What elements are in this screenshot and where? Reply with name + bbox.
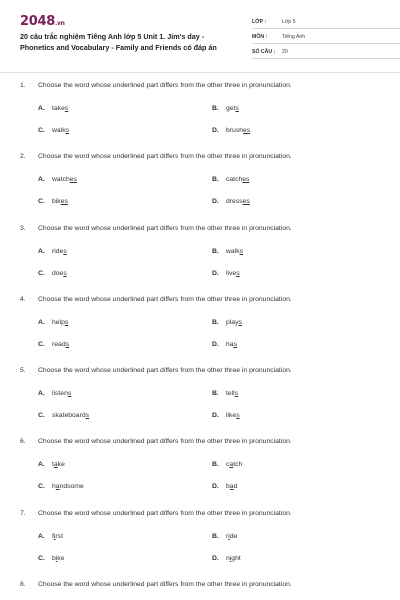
option-underlined-part: i	[55, 554, 58, 562]
answer-option[interactable]	[38, 127, 69, 134]
option-underlined-part: i	[229, 554, 232, 562]
header	[20, 14, 382, 72]
option-word-end: ght	[231, 554, 241, 562]
page-title: 20 câu trắc nghiệm Tiếng Anh lớp 5 Unit 1. Jim's day - Phonetics and Vocabulary - Family and Friends có đáp án	[20, 32, 217, 52]
option-word-start: watch	[52, 176, 70, 184]
option-letter: D.	[212, 554, 219, 562]
option-underlined-part: s	[85, 412, 90, 420]
question-prompt: Choose the word whose underlined part differs from the other three in pronunciation.	[38, 438, 292, 446]
option-letter: B.	[212, 318, 219, 326]
question-prompt: Choose the word whose underlined part differs from the other three in pronunciation.	[38, 367, 292, 375]
question-item	[0, 429, 400, 500]
answer-option[interactable]	[38, 319, 68, 326]
option-letter: B.	[212, 390, 219, 398]
option-word-start: read	[52, 340, 66, 348]
option-word-start: h	[52, 483, 56, 491]
meta-value: Tiếng Anh	[282, 34, 306, 40]
question-text	[20, 367, 292, 374]
option-letter: A.	[38, 105, 45, 112]
question-prompt: Choose the word whose underlined part differs from the other three in pronunciation.	[38, 509, 292, 517]
answer-option[interactable]	[38, 412, 89, 419]
option-word-start: skateboard	[52, 412, 86, 420]
question-prompt: Choose the word whose underlined part differs from the other three in pronunciation.	[38, 153, 292, 161]
option-word-start: tell	[226, 390, 235, 398]
option-word-start: walk	[226, 247, 240, 255]
option-word-start: play	[226, 318, 239, 326]
question-list	[0, 73, 400, 600]
question-prompt: Choose the word whose underlined part differs from the other three in pronunciation.	[38, 224, 292, 232]
option-word-end: ke	[57, 461, 65, 469]
option-underlined-part: s	[63, 247, 67, 255]
option-word-start: help	[52, 318, 65, 326]
option-word-start: bik	[52, 198, 61, 206]
option-underlined-part: s	[67, 390, 72, 398]
option-underlined-part: a	[229, 461, 234, 469]
option-letter: D.	[212, 483, 219, 491]
option-word-end: ke	[57, 554, 65, 562]
question-number: 6.	[20, 438, 26, 446]
question-text	[20, 438, 292, 445]
option-word-end: ndsome	[59, 483, 84, 491]
option-underlined-part: s	[63, 269, 67, 277]
option-underlined-part: s	[233, 340, 237, 348]
question-item	[0, 287, 400, 358]
option-word-start: n	[226, 554, 230, 562]
question-number: 8.	[20, 581, 26, 589]
question-number: 7.	[20, 509, 26, 517]
question-text	[20, 225, 292, 232]
meta-row-count	[252, 44, 400, 59]
option-word-start: listen	[52, 390, 68, 398]
answer-option[interactable]	[38, 461, 65, 468]
option-letter: C.	[38, 483, 45, 491]
site-logo[interactable]	[20, 14, 65, 29]
answer-option[interactable]	[38, 533, 63, 540]
answer-option[interactable]	[212, 176, 249, 183]
option-letter: D.	[212, 340, 219, 348]
answer-option[interactable]	[212, 127, 250, 134]
question-number: 1.	[20, 82, 26, 89]
question-text	[20, 510, 292, 517]
option-letter: B.	[212, 532, 219, 540]
option-word-start: walk	[52, 127, 66, 134]
option-underlined-part: s	[64, 318, 69, 326]
answer-option[interactable]	[38, 341, 69, 348]
question-item	[0, 216, 400, 287]
option-underlined-part: es	[242, 176, 250, 184]
option-letter: D.	[212, 127, 219, 134]
answer-option[interactable]	[212, 270, 240, 277]
answer-option[interactable]	[212, 341, 237, 348]
question-item	[0, 501, 400, 572]
answer-option[interactable]	[212, 461, 242, 468]
option-letter: D.	[212, 412, 219, 420]
option-letter: C.	[38, 554, 45, 562]
option-underlined-part: es	[60, 198, 68, 206]
option-letter: C.	[38, 269, 45, 277]
question-number: 5.	[20, 367, 26, 375]
option-word-end: tch	[233, 461, 243, 469]
option-letter: D.	[212, 198, 219, 206]
answer-option[interactable]	[38, 176, 77, 183]
option-letter: A.	[38, 532, 45, 540]
option-letter: C.	[38, 127, 45, 134]
option-underlined-part: a	[55, 483, 60, 491]
option-word-start: r	[226, 532, 229, 540]
question-text	[20, 153, 292, 160]
option-underlined-part: s	[236, 412, 240, 420]
option-underlined-part: s	[65, 127, 70, 134]
option-letter: A.	[38, 176, 45, 184]
option-underlined-part: s	[65, 340, 70, 348]
question-number: 4.	[20, 295, 26, 303]
option-underlined-part: i	[228, 532, 230, 540]
option-letter: C.	[38, 198, 45, 206]
meta-row-class	[252, 14, 400, 29]
meta-key: MÔN :	[252, 34, 268, 40]
question-item	[0, 358, 400, 429]
option-word-start: get	[226, 105, 236, 112]
option-word-start: b	[52, 554, 56, 562]
option-letter: A.	[38, 461, 45, 469]
meta-info	[252, 14, 400, 59]
answer-option[interactable]	[212, 105, 239, 112]
option-word-start: doe	[52, 269, 64, 277]
option-underlined-part: es	[242, 198, 250, 206]
question-item	[0, 73, 400, 144]
option-underlined-part: s	[239, 247, 244, 255]
option-letter: D.	[212, 269, 219, 277]
option-letter: A.	[38, 318, 45, 326]
option-word-start: ride	[52, 247, 64, 255]
question-item	[0, 144, 400, 215]
option-word-start: ha	[226, 340, 234, 348]
option-word-end: de	[229, 532, 238, 540]
option-word-start: b	[226, 483, 230, 491]
option-word-end: rst	[55, 532, 63, 540]
option-underlined-part: s	[64, 105, 69, 112]
option-word-start: f	[52, 532, 54, 540]
question-item	[0, 572, 400, 600]
answer-option[interactable]	[38, 105, 68, 112]
answer-option[interactable]	[38, 483, 84, 490]
option-underlined-part: a	[229, 483, 234, 491]
meta-value: Lớp 5	[282, 19, 296, 25]
question-text	[20, 296, 292, 303]
answer-option[interactable]	[38, 270, 67, 277]
option-letter: C.	[38, 412, 45, 420]
option-underlined-part: s	[236, 269, 240, 277]
meta-value: 20	[282, 49, 288, 55]
option-underlined-part: a	[53, 461, 58, 469]
logo-text: 2048	[20, 14, 55, 29]
question-text	[20, 82, 292, 89]
option-letter: B.	[212, 105, 219, 112]
question-prompt: Choose the word whose underlined part differs from the other three in pronunciation.	[38, 82, 292, 89]
answer-option[interactable]	[212, 483, 237, 490]
answer-option[interactable]	[212, 412, 240, 419]
option-word-start: live	[226, 269, 237, 277]
answer-option[interactable]	[38, 198, 68, 205]
answer-option[interactable]	[38, 390, 71, 397]
option-letter: C.	[38, 340, 45, 348]
answer-option[interactable]	[212, 555, 241, 562]
option-word-start: brush	[226, 127, 244, 134]
option-word-start: t	[52, 461, 54, 469]
option-underlined-part: es	[69, 176, 77, 184]
option-underlined-part: es	[243, 127, 251, 134]
option-letter: B.	[212, 461, 219, 469]
option-letter: A.	[38, 247, 45, 255]
answer-option[interactable]	[212, 319, 242, 326]
question-number: 3.	[20, 224, 26, 232]
option-underlined-part: s	[238, 318, 242, 326]
option-word-start: catch	[226, 176, 243, 184]
option-word-start: c	[226, 461, 230, 469]
question-prompt: Choose the word whose underlined part differs from the other three in pronunciation.	[38, 295, 292, 303]
option-word-start: like	[226, 412, 237, 420]
logo-suffix: .vn	[54, 20, 65, 27]
meta-key: SỐ CÂU :	[252, 49, 276, 55]
option-word-end: d	[233, 483, 238, 491]
answer-option[interactable]	[212, 390, 238, 397]
option-letter: B.	[212, 176, 219, 184]
meta-row-subject	[252, 29, 400, 44]
answer-option[interactable]	[38, 555, 64, 562]
option-underlined-part: s	[235, 105, 239, 112]
option-letter: B.	[212, 247, 219, 255]
question-number: 2.	[20, 153, 26, 161]
answer-option[interactable]	[38, 248, 67, 255]
option-underlined-part: s	[234, 390, 239, 398]
question-text	[20, 581, 292, 588]
meta-key: LỚP :	[252, 19, 267, 25]
option-underlined-part: i	[53, 532, 56, 540]
answer-option[interactable]	[212, 248, 243, 255]
question-prompt: Choose the word whose underlined part differs from the other three in pronunciation.	[38, 581, 292, 589]
option-word-start: dress	[226, 198, 243, 206]
answer-option[interactable]	[212, 533, 237, 540]
option-word-start: take	[52, 105, 65, 112]
answer-option[interactable]	[212, 198, 250, 205]
option-letter: A.	[38, 390, 45, 398]
